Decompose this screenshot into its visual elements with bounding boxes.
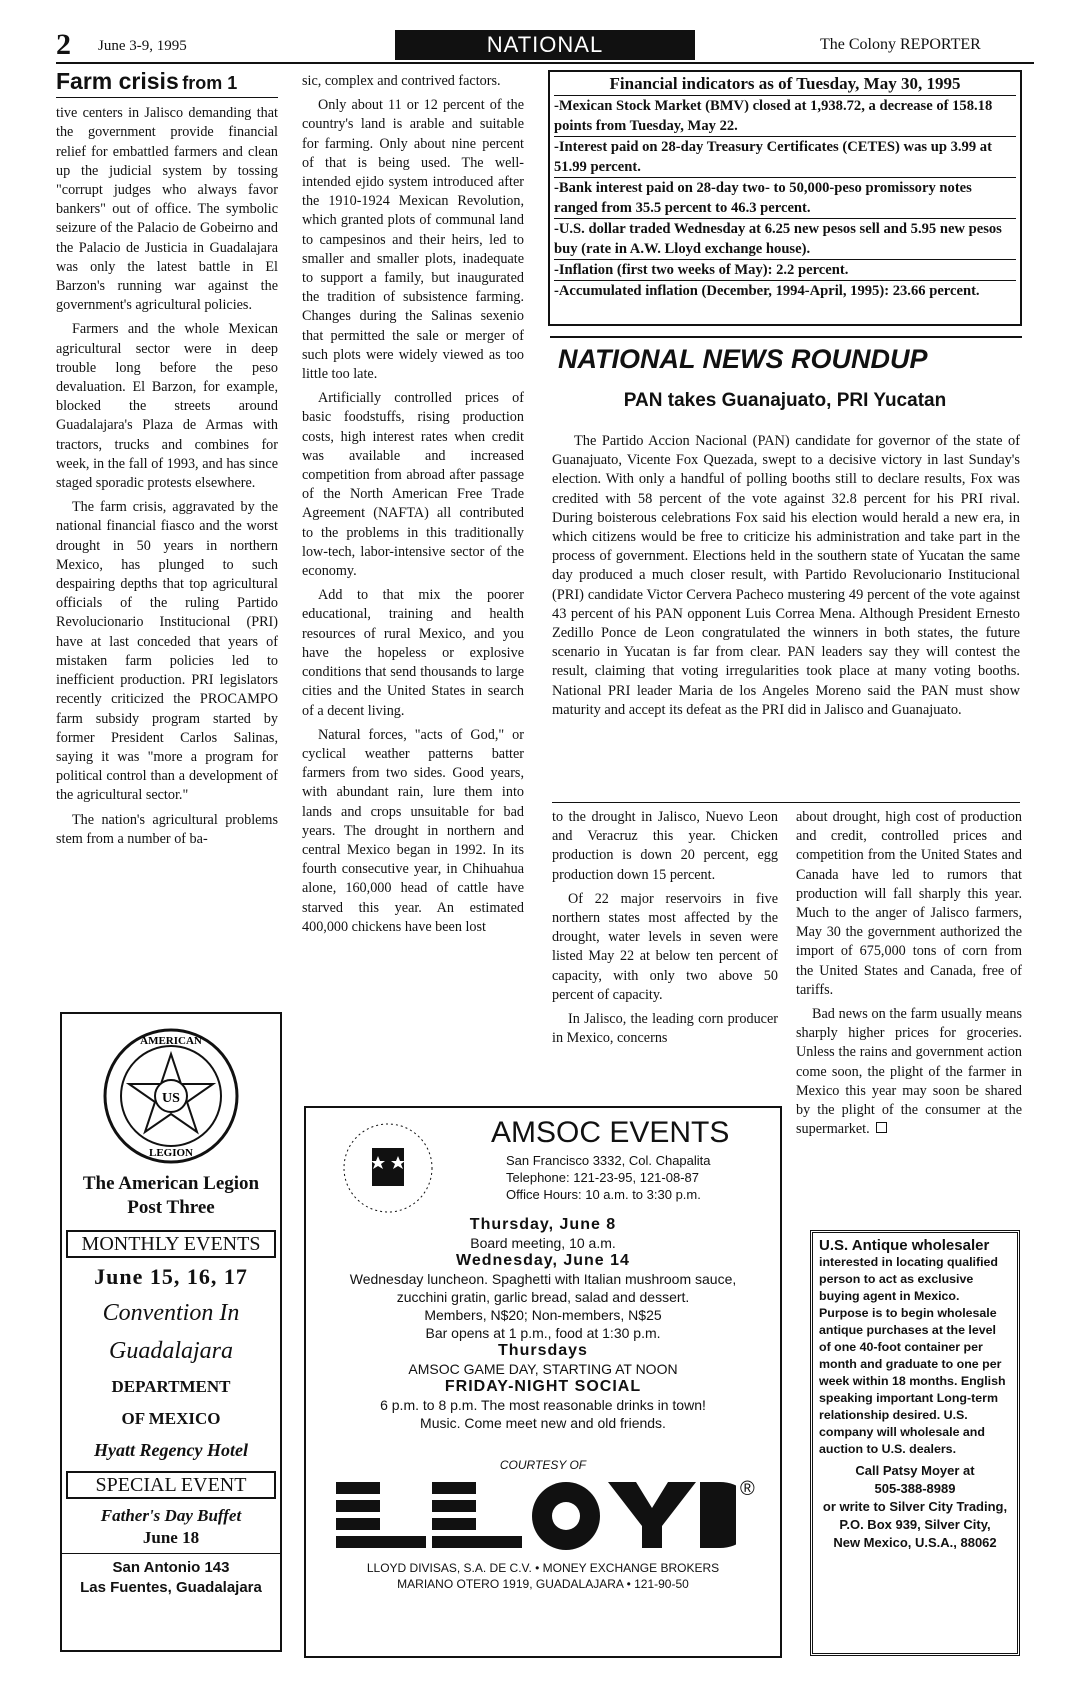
event-day: Thursdays: [498, 1342, 588, 1359]
amsoc-hours: Office Hours: 10 a.m. to 3:30 p.m.: [506, 1187, 701, 1202]
farm-paragraph: about drought, high cost of production and credit, controlled prices and competition from the United States and Canada have led to rumors that production will fall sharply this year. Much to the anger of Jalisco farmers, May 30 the government authorized the import of 675,000 tons of corn from the United States and Canada, free of tariffs.: [796, 809, 1022, 998]
financial-item: -U.S. dollar traded Wednesday at 6.25 new pesos sell and 5.95 new pesos buy (rate in A.W. Lloyd exchange house).: [554, 218, 1016, 259]
courtesy-label: COURTESY OF: [499, 1458, 587, 1472]
farm-column-1: [56, 68, 278, 854]
antique-contact-line: New Mexico, U.S.A., 88062: [833, 1535, 997, 1550]
farm-paragraph: sic, complex and contrived factors.: [302, 73, 501, 89]
farm-paragraph: Artificially controlled prices of basic foodstuffs, rising production costs, high interest rates when credit was available and increased competition from abroad after passage of the North American Free Trade Agreement (NAFTA) all contributed to the problems in this traditionally low-tech, labor-intensive sector of the economy.: [302, 390, 524, 580]
convention-dates: June 15, 16, 17: [94, 1264, 248, 1289]
amsoc-events-list: [306, 1216, 780, 1432]
farm-paragraph: The farm crisis, aggravated by the national financial fiasco and the worst drought in 50 years in northern Mexico, has plunged to such despairing depths that top agricultural officials of the ruling Partido Revolucionario Institucional (PRI) have at last conceded that years of mistaken farm policies led to inefficient production. PRI legislators recently criticized the PROCAMPO farm subsidy program started by former President Carlos Salinas, saying it was "more a program for political control than a development of the agricultural sector.": [56, 499, 278, 804]
farm-continued-from: from 1: [182, 73, 238, 93]
farm-column-2: [302, 72, 524, 942]
event-detail: Wednesday luncheon. Spaghetti with Italian mushroom sauce,: [349, 1271, 737, 1287]
fathers-day-date: June 18: [142, 1528, 200, 1547]
seal-center-text: US: [162, 1091, 180, 1106]
legion-post: Post Three: [127, 1197, 215, 1218]
event-detail: Bar opens at 1 p.m., food at 1:30 p.m.: [425, 1325, 661, 1341]
antique-contact-line: P.O. Box 939, Silver City,: [839, 1517, 991, 1532]
legion-name: The American Legion: [82, 1173, 260, 1194]
farm-paragraph-text: Bad news on the farm usually means sharply higher prices for groceries. Unless the rains and government action come soon, the plight of the farmer in Mexico this year may soon be shared by the plight of the consumer at the supermarket.: [796, 1006, 1022, 1138]
event-detail: Music. Come meet new and old friends.: [420, 1415, 666, 1431]
page-number: 2: [56, 28, 71, 61]
end-mark-icon: [876, 1122, 887, 1133]
american-legion-ad: [60, 1012, 282, 1652]
financial-item: -Accumulated inflation (December, 1994-April, 1995): 23.66 percent.: [554, 280, 1016, 301]
legion-seal-icon: [101, 1026, 241, 1166]
registered-mark: ®: [740, 1478, 755, 1500]
antique-contact-line: Call Patsy Moyer at: [855, 1463, 975, 1478]
issue-date: June 3-9, 1995: [98, 38, 187, 54]
farm-paragraph: Of 22 major reservoirs in five northern states most affected by the drought, water levels in seven were listed May 22 at below ten percent of capacity, with only two above 50 percent of capacity.: [552, 890, 778, 1003]
amsoc-address: San Francisco 3332, Col. Chapalita: [506, 1153, 711, 1168]
publication-name: The Colony REPORTER: [820, 36, 981, 53]
farm-paragraph: tive centers in Jalisco demanding that the government provide financial relief for embattled farmers and clean up the judicial system by tossing "corrupt judges who always favor bankers" out of office. The symbolic seizure of the Palacio de Gobeirno and the Palacio de Justicia in Guadalajara was only the latest battle in El Barzon's running war against the government's agricultural policies.: [56, 105, 278, 314]
lloyd-logo-icon: [336, 1476, 736, 1554]
roundup-rule: [550, 336, 1022, 338]
amsoc-contact-info: [506, 1152, 711, 1203]
farm-paragraph: Farmers and the whole Mexican agricultural sector were in deep trouble long before the peso devaluation. El Barzon, for example, blocked the streets around Guadalajara's Plaza de Armas with tractors, trucks and combines for week, in the fall of 1993, and has since staged sporadic protests elsewhere.: [56, 321, 278, 492]
antique-contact-line: or write to Silver City Trading,: [822, 1499, 1008, 1514]
farm-paragraph: Only about 11 or 12 percent of the country's land is arable and suitable for farming. Only about nine percent of that is being used. The well-intended ejido system introduced after the 1910-1924 Mexican Revolution, which granted plots of communal land to campesinos and their heirs, led to smaller and smaller plots, inadequate to support a family, but inaugurated the tradition of subsistence farming. Changes during the Salinas sexenio that permitted the sale or merger of such plots were widely viewed as too little too late.: [302, 97, 524, 383]
financial-title: Financial indicators as of Tuesday, May 30, 1995: [609, 74, 961, 93]
financial-indicators-box: [548, 70, 1022, 326]
legion-address-line-2: Las Fuentes, Guadalajara: [80, 1579, 262, 1596]
hotel-name: Hyatt Regency Hotel: [94, 1440, 248, 1460]
financial-item: -Mexican Stock Market (BMV) closed at 1,938.72, a decrease of 158.18 points from Tuesday, May 22.: [554, 95, 1016, 136]
financial-item: -Interest paid on 28-day Treasury Certificates (CETES) was up 3.99 at 51.99 percent.: [554, 136, 1016, 177]
event-day: Thursday, June 8: [469, 1216, 617, 1233]
section-banner: NATIONAL: [395, 30, 695, 60]
roundup-headline: PAN takes Guanajuato, PRI Yucatan: [623, 390, 947, 411]
event-day: Wednesday, June 14: [456, 1252, 630, 1269]
farm-column-3: [552, 808, 778, 1053]
roundup-title: NATIONAL NEWS ROUNDUP: [558, 344, 928, 374]
legion-address: [62, 1553, 280, 1598]
financial-item: -Inflation (first two weeks of May): 2.2 percent.: [554, 259, 1016, 280]
special-event-label: SPECIAL EVENT: [66, 1471, 276, 1499]
farm-title: Farm crisis: [56, 68, 179, 94]
amsoc-phone: Telephone: 121-23-95, 121-08-87: [506, 1170, 699, 1185]
antique-wholesaler-ad: [810, 1230, 1020, 1656]
lloyd-footer-line-2: MARIANO OTERO 1919, GUADALAJARA • 121-90-50: [397, 1577, 689, 1591]
legion-address-line-1: San Antonio 143: [112, 1559, 230, 1576]
event-detail: Board meeting, 10 a.m.: [470, 1235, 616, 1251]
amsoc-title: AMSOC EVENTS: [491, 1116, 730, 1149]
roundup-bottom-rule: [552, 802, 1020, 803]
fathers-day-buffet: Father's Day Buffet: [100, 1506, 242, 1525]
roundup-paragraph: The Partido Accion Nacional (PAN) candidate for governor of the state of Guanajuato, Vicente Fox Quezada, swept to a decisive victory in last Sunday's election. With only a handful of polling booths still to declare results, Fox was credited with 58 percent of the vote against 32.8 percent for his PRI rival. During boisterous celebrations Fox said his election would herald a new era, in which citizens would be free to criticize his administration and take part in the process of government. Elections held in the southern state of Yucatan the same day produced a much closer result, with Partido Revolucionario Institucional (PRI) candidate Victor Cervera Pacheco mustering 49 percent of the vote against 43 percent of his PAN opponent Luis Correa Mena. Although President Ernesto Zedillo Ponce de Leon congratulated the winners in both states, the future scenario in Yucatan is far from clear. PAN leaders say they will contest the result, claiming that voting irregularities took place at many voting booths. National PRI leader Maria de los Angeles Moreno said the PAN must show maturity and accept its defeat as the PRI did in Jalisco and Guanajuato.: [552, 433, 1020, 718]
antique-title: U.S. Antique wholesaler: [819, 1237, 990, 1254]
amsoc-events-ad: [304, 1106, 782, 1658]
seal-bottom-text: LEGION: [148, 1147, 194, 1159]
farm-paragraph: The nation's agricultural problems stem from a number of ba-: [56, 811, 278, 847]
farm-paragraph: Add to that mix the poorer educational, training and health resources of rural Mexico, and you have the hopeless or explosive conditions that send thousands to large cities and the United States in search of a decent living.: [302, 587, 524, 719]
header-rule: [56, 62, 1034, 64]
lloyd-footer: [306, 1560, 780, 1592]
farm-paragraph: In Jalisco, the leading corn producer in Mexico, concerns: [552, 1011, 778, 1047]
event-day: FRIDAY-NIGHT SOCIAL: [444, 1378, 642, 1395]
financial-item: -Bank interest paid on 28-day two- to 50,000-peso promissory notes ranged from 35.5 percent to 46.3 percent.: [554, 177, 1016, 218]
lloyd-footer-line-1: LLOYD DIVISAS, S.A. DE C.V. • MONEY EXCHANGE BROKERS: [366, 1561, 720, 1575]
antique-body: interested in locating qualified person to act as exclusive buying agent in Mexico. Purpose is to begin wholesale antique purchases at the level of one 40-foot container per month and graduate to one per week within 18 months. English speaking important Long-term relationship desired. U.S. company will wholesale and auction to U.S. dealers.: [819, 1255, 1006, 1456]
department-line-2: OF MEXICO: [121, 1409, 221, 1428]
event-detail: Members, N$20; Non-members, N$25: [424, 1307, 662, 1323]
seal-top-text: AMERICAN: [140, 1035, 202, 1047]
farm-column-4: [796, 808, 1022, 1144]
convention-line-1: Convention In: [102, 1300, 240, 1326]
convention-line-2: Guadalajara: [108, 1338, 233, 1364]
antique-contact-phone: 505-388-8989: [874, 1481, 956, 1496]
amsoc-logo-icon: [342, 1122, 434, 1214]
roundup-body: [552, 432, 1020, 720]
farm-title-rule: [56, 97, 278, 98]
farm-paragraph: [796, 1005, 1022, 1139]
event-detail: zucchini gratin, garlic bread, salad and dessert.: [396, 1289, 690, 1305]
monthly-events-label: MONTHLY EVENTS: [66, 1230, 276, 1258]
department-line-1: DEPARTMENT: [111, 1377, 231, 1396]
event-detail: AMSOC GAME DAY, STARTING AT NOON: [408, 1361, 678, 1377]
farm-paragraph: to the drought in Jalisco, Nuevo Leon and Veracruz this year. Chicken production is down 20 percent, egg production down 15 percent.: [552, 809, 778, 883]
event-detail: 6 p.m. to 8 p.m. The most reasonable drinks in town!: [380, 1397, 706, 1413]
farm-paragraph: Natural forces, "acts of God," or cyclical weather patterns batter farmers from two sides. Good years, with abundant rain, lure them into lands and crops unsuitable for bad years. The drought in northern and central Mexico began in 1992. In its fourth consecutive year, in Chihuahua alone, 160,000 head of cattle have starved this year. An estimated 400,000 chickens have been lost: [302, 726, 524, 935]
